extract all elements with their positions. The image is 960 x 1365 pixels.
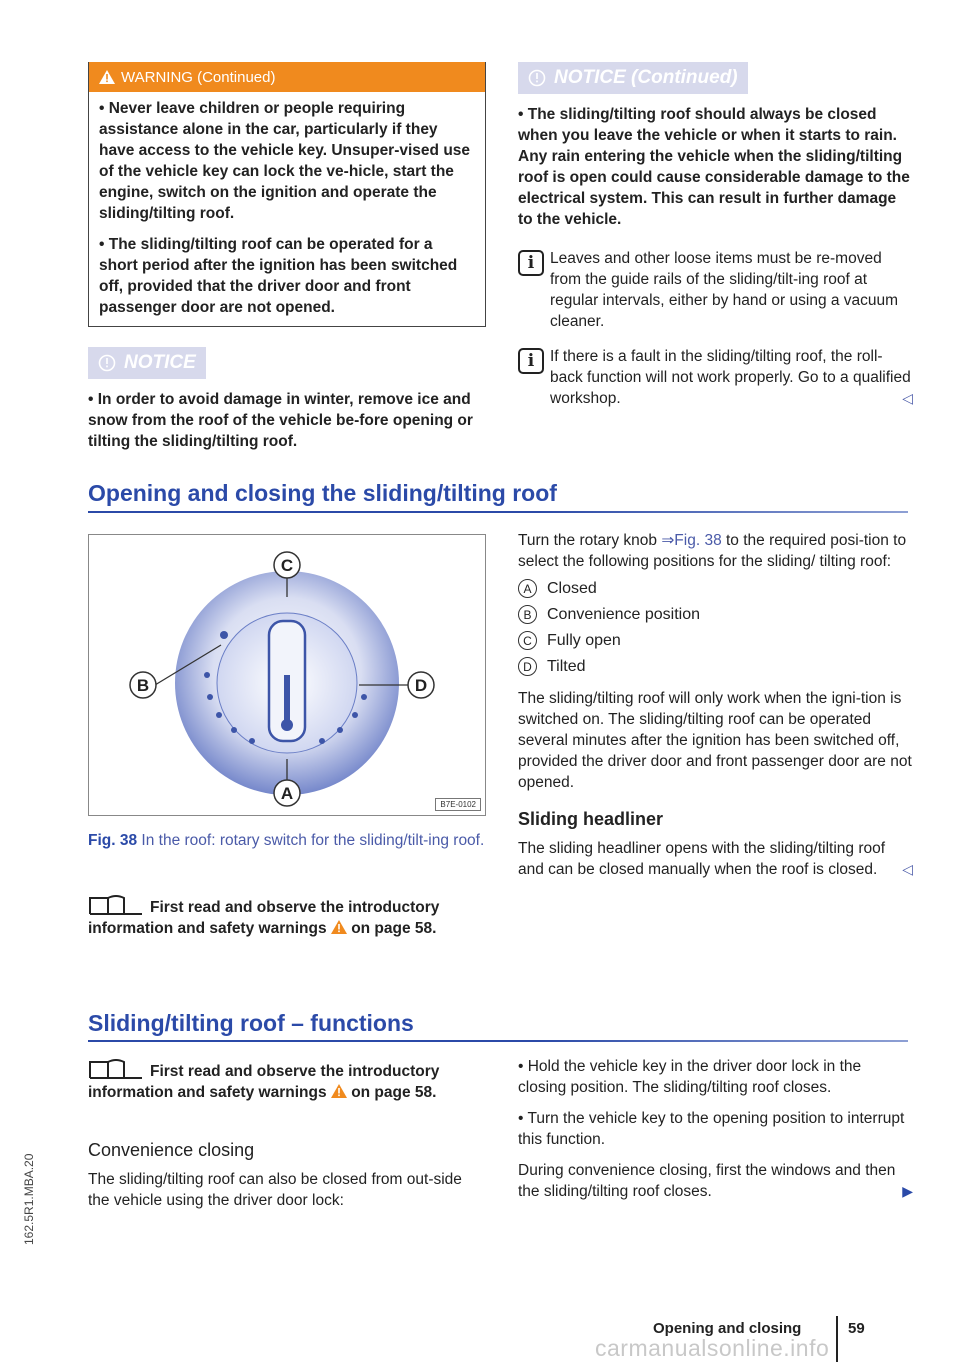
warning-bullet: • The sliding/tilting roof can be operated for a short period after the ignition has been switched off, provided that the driver door and front passenger door are not opened. bbox=[99, 236, 458, 316]
section2-right-column bbox=[518, 1056, 913, 1202]
position-label: Tilted bbox=[547, 657, 586, 675]
figure-code: B7E-0102 bbox=[435, 798, 481, 811]
warning-header bbox=[89, 62, 485, 92]
continue-arrow-icon: ▶ bbox=[902, 1183, 913, 1199]
notice-circle-icon bbox=[98, 354, 116, 372]
caption-number: Fig. 38 bbox=[88, 832, 138, 849]
warning-header-text: WARNING (Continued) bbox=[121, 68, 276, 86]
section-divider bbox=[88, 1040, 908, 1042]
section-divider bbox=[88, 511, 908, 513]
section-title: Opening and closing the sliding/tilting roof bbox=[88, 480, 557, 506]
subheading-sliding-headliner: Sliding headliner bbox=[518, 809, 664, 829]
warning-triangle-icon bbox=[331, 920, 347, 934]
notice-header bbox=[88, 347, 206, 379]
positions-list bbox=[518, 579, 913, 676]
read-first-text: First read and observe the introductory information and safety warnings bbox=[88, 1063, 440, 1101]
footer-divider bbox=[836, 1316, 838, 1362]
section-title: Sliding/tilting roof – functions bbox=[88, 1010, 414, 1036]
rotary-switch-illustration bbox=[89, 535, 485, 815]
caption-text: In the roof: rotary switch for the sliding/tilt-ing roof. bbox=[141, 832, 485, 849]
info-icon: i bbox=[518, 348, 544, 374]
headliner-text: The sliding headliner opens with the sliding/tilting roof and can be closed manually when the roof is closed. bbox=[518, 840, 886, 878]
section1-right-column bbox=[518, 530, 913, 880]
warning-triangle-icon bbox=[331, 1084, 347, 1098]
left-column-top bbox=[88, 62, 486, 452]
warning-bullet: • Never leave children or people requiring assistance alone in the car, particularly if they have access to the vehicle key. Unsuper-vised use of the vehicle key can lock the ve-hicle, start the engine, switch on the ignition and operate the sliding/tilting roof. bbox=[99, 100, 471, 222]
info-note-text: Leaves and other loose items must be re-moved from the guide rails of the sliding/tilt-ing roof at regular intervals, either by hand or using a vacuum cleaner. bbox=[550, 250, 899, 330]
position-item bbox=[518, 605, 913, 624]
figure-caption bbox=[88, 830, 486, 851]
read-first-note bbox=[88, 894, 486, 939]
read-first-text: First read and observe the introductory information and safety warnings bbox=[88, 899, 440, 937]
step-bullet: • Hold the vehicle key in the driver door lock in the closing position. The sliding/tilting roof closes. bbox=[518, 1058, 862, 1096]
read-first-page: on page 58. bbox=[351, 1084, 437, 1101]
operation-paragraph: The sliding/tilting roof will only work when the igni-tion is switched on. The sliding/tilting roof can be operated several minutes after the ignition has been switched off, provided the driver door and front passenger door are not opened. bbox=[518, 690, 912, 791]
notice-header-text: NOTICE bbox=[124, 352, 196, 373]
read-first-note bbox=[88, 1058, 486, 1103]
position-badge: D bbox=[518, 657, 537, 676]
figure-label-d: D bbox=[414, 676, 428, 695]
figure-rotary-switch bbox=[88, 534, 486, 816]
figure-label-a: A bbox=[280, 784, 294, 803]
position-badge: A bbox=[518, 579, 537, 598]
info-icon: i bbox=[518, 250, 544, 276]
book-icon bbox=[88, 894, 144, 916]
position-label: Fully open bbox=[547, 631, 621, 649]
warning-box bbox=[88, 62, 486, 327]
info-note bbox=[518, 346, 913, 409]
positions-intro bbox=[518, 530, 913, 572]
closing-order-paragraph bbox=[518, 1160, 913, 1202]
notice-continued-bullet: • The sliding/tilting roof should always be closed when you leave the vehicle or when it starts to rain. Any rain entering the vehicle when the sliding/tilting roof is open could cause considerable damage to the electrical system. This can result in further damage to the vehicle. bbox=[518, 106, 910, 228]
right-column-top bbox=[518, 62, 913, 409]
convenience-closing-block bbox=[88, 1140, 486, 1211]
step-bullet: • Turn the vehicle key to the opening position to interrupt this function. bbox=[518, 1110, 905, 1148]
warning-body bbox=[89, 92, 485, 326]
warning-triangle-icon bbox=[99, 70, 115, 84]
notice-continued-header bbox=[518, 62, 748, 94]
document-code: 162.5R1.MBA.20 bbox=[22, 1153, 36, 1245]
read-first-page: on page 58. bbox=[351, 920, 437, 937]
headliner-paragraph bbox=[518, 838, 913, 880]
watermark: carmanualsonline.info bbox=[595, 1335, 830, 1361]
subheading-convenience-closing: Convenience closing bbox=[88, 1140, 255, 1160]
figure-label-b: B bbox=[136, 676, 150, 695]
position-badge: B bbox=[518, 605, 537, 624]
end-mark-icon: ◁ bbox=[902, 390, 913, 406]
info-note-text: If there is a fault in the sliding/tilting roof, the roll-back function will not work properly. Go to a qualified workshop. bbox=[550, 348, 911, 407]
info-note bbox=[518, 248, 913, 332]
position-badge: C bbox=[518, 631, 537, 650]
page-number: 59 bbox=[848, 1320, 865, 1337]
intro-rest: to the required posi-tion to select the following positions for the sliding/ tilting roof: bbox=[518, 532, 907, 570]
notice-left bbox=[88, 347, 486, 452]
position-item bbox=[518, 631, 913, 650]
end-mark-icon: ◁ bbox=[902, 861, 913, 877]
notice-circle-icon bbox=[528, 69, 546, 87]
footer-chapter: Opening and closing bbox=[653, 1320, 802, 1337]
convenience-paragraph: The sliding/tilting roof can also be closed from out-side the vehicle using the driver door lock: bbox=[88, 1171, 462, 1209]
position-label: Closed bbox=[547, 579, 597, 597]
intro-text: Turn the rotary knob bbox=[518, 532, 657, 549]
figure-label-c: C bbox=[280, 556, 294, 575]
closing-order-text: During convenience closing, first the windows and then the sliding/tilting roof closes. bbox=[518, 1162, 896, 1200]
notice-continued-text: NOTICE (Continued) bbox=[554, 67, 738, 88]
position-label: Convenience position bbox=[547, 605, 700, 623]
notice-bullet: • In order to avoid damage in winter, remove ice and snow from the roof of the vehicle be-fore opening or tilting the sliding/tilting roof. bbox=[88, 391, 473, 450]
figure-link[interactable]: ⇒Fig. 38 bbox=[661, 532, 722, 549]
position-item bbox=[518, 657, 913, 676]
book-icon bbox=[88, 1058, 144, 1080]
position-item bbox=[518, 579, 913, 598]
